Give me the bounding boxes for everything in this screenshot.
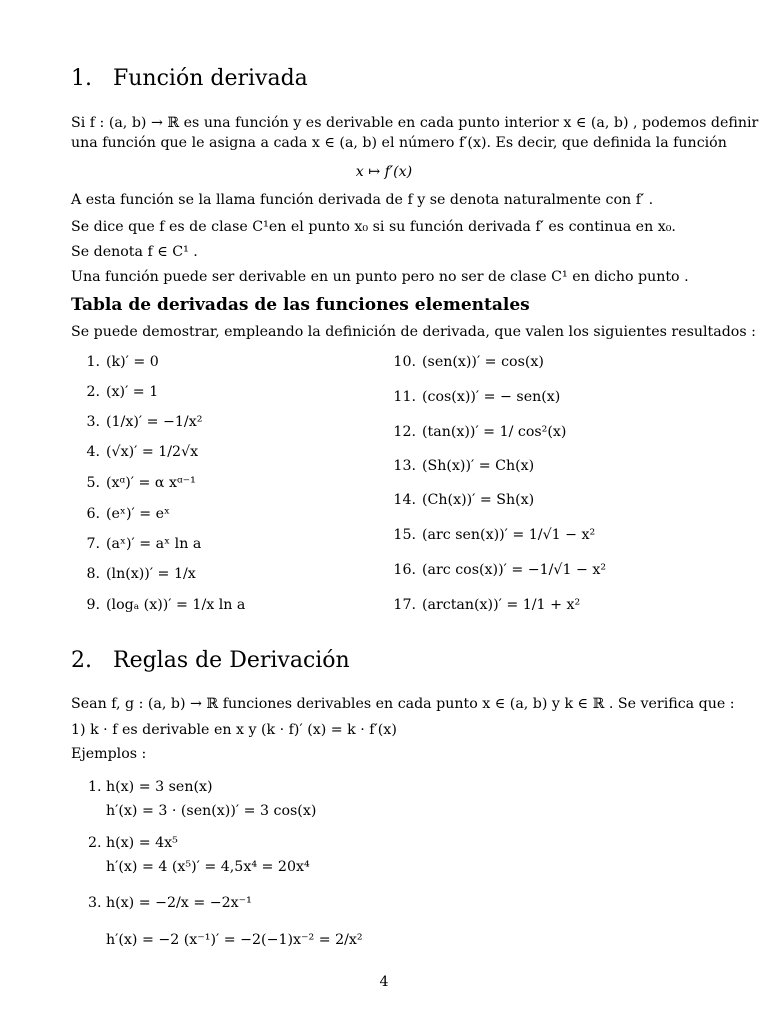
derivative-item: 3. (1/x)′ = −1/x² bbox=[86, 414, 203, 430]
derivative-item: 17. (arctan(x))′ = 1/1 + x² bbox=[393, 597, 581, 613]
derivative-function-line: A esta función se la llama función derivada de f y se denota naturalmente con f′ . bbox=[71, 192, 654, 208]
page-number: 4 bbox=[379, 974, 389, 990]
intro-line-1: Si f : (a, b) → ℝ es una función y es derivable en cada punto interior x ∈ (a, b) , podemos definir bbox=[71, 115, 759, 131]
mapping-formula: x ↦ f′(x) bbox=[355, 164, 413, 180]
rule-1: 1) k · f es derivable en x y (k · f)′ (x) = k · f′(x) bbox=[71, 722, 397, 738]
derivative-item: 12. (tan(x))′ = 1/ cos²(x) bbox=[393, 424, 567, 440]
rules-intro: Sean f, g : (a, b) → ℝ funciones derivables en cada punto x ∈ (a, b) y k ∈ ℝ . Se verifica que : bbox=[71, 696, 735, 712]
derivative-item: 8. (ln(x))′ = 1/x bbox=[86, 566, 196, 582]
derivatives-table-intro: Se puede demostrar, empleando la definición de derivada, que valen los siguientes resultados : bbox=[71, 324, 756, 340]
class-c1-notation: Se denota f ∈ C¹ . bbox=[71, 244, 198, 260]
section-2-number: 2. bbox=[71, 648, 92, 673]
example-item: 2. h(x) = 4x⁵ bbox=[88, 835, 178, 851]
derivative-item: 7. (aˣ)′ = aˣ ln a bbox=[86, 536, 202, 552]
derivative-item: 13. (Sh(x))′ = Ch(x) bbox=[393, 458, 535, 474]
section-2-title: Reglas de Derivación bbox=[113, 648, 350, 673]
derivative-item: 1. (k)′ = 0 bbox=[86, 354, 159, 370]
derivatives-table-heading: Tabla de derivadas de las funciones elementales bbox=[71, 295, 530, 315]
derivative-item: 2. (x)′ = 1 bbox=[86, 384, 159, 400]
intro-line-2: una función que le asigna a cada x ∈ (a, b) el número f′(x). Es decir, que definida la función bbox=[71, 135, 727, 151]
derivative-item: 14. (Ch(x))′ = Sh(x) bbox=[393, 492, 535, 508]
derivative-item: 10. (sen(x))′ = cos(x) bbox=[393, 354, 544, 370]
example-item: 3. h(x) = −2/x = −2x⁻¹ bbox=[88, 895, 252, 911]
section-1-title: Función derivada bbox=[113, 66, 308, 91]
example-derivative: h′(x) = −2 (x⁻¹)′ = −2(−1)x⁻² = 2/x² bbox=[106, 932, 363, 948]
section-1-number: 1. bbox=[71, 66, 92, 91]
derivative-item: 11. (cos(x))′ = − sen(x) bbox=[393, 389, 561, 405]
derivative-item: 9. (logₐ (x))′ = 1/x ln a bbox=[86, 597, 246, 613]
derivative-item: 16. (arc cos(x))′ = −1/√1 − x² bbox=[393, 562, 607, 578]
section-1-heading bbox=[71, 66, 308, 91]
example-item: 1. h(x) = 3 sen(x) bbox=[88, 779, 213, 795]
example-derivative: h′(x) = 4 (x⁵)′ = 4,5x⁴ = 20x⁴ bbox=[106, 859, 310, 875]
section-2-heading bbox=[71, 648, 350, 673]
example-derivative: h′(x) = 3 · (sen(x))′ = 3 cos(x) bbox=[106, 803, 317, 819]
class-c1-definition: Se dice que f es de clase C¹en el punto x₀ si su función derivada f′ es continua en x₀. bbox=[71, 219, 676, 235]
derivative-item: 4. (√x)′ = 1/2√x bbox=[86, 444, 199, 460]
derivative-item: 15. (arc sen(x))′ = 1/√1 − x² bbox=[393, 527, 596, 543]
derivative-item: 5. (xᵅ)′ = α xᵅ⁻¹ bbox=[86, 475, 196, 491]
examples-label: Ejemplos : bbox=[71, 746, 147, 762]
class-c1-note: Una función puede ser derivable en un punto pero no ser de clase C¹ en dicho punto . bbox=[71, 269, 689, 285]
derivative-item: 6. (eˣ)′ = eˣ bbox=[86, 506, 171, 522]
